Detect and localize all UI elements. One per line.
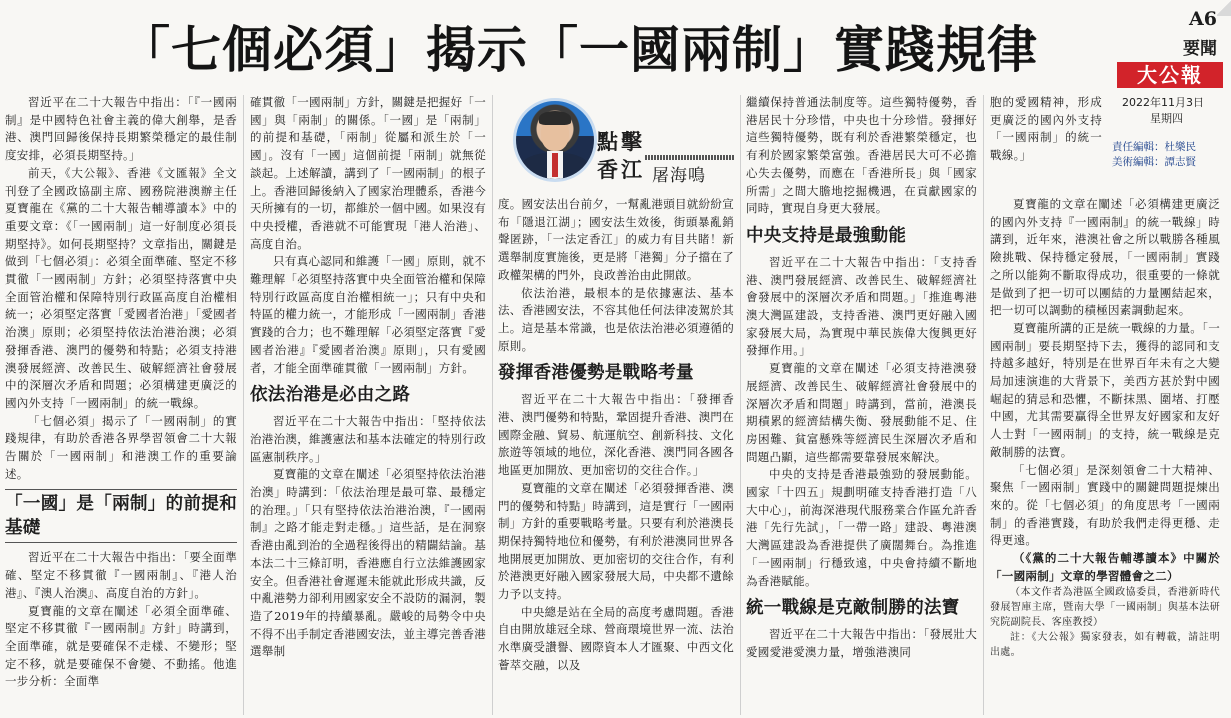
headline: 「七個必須」揭示「一國兩制」實踐規律 bbox=[120, 21, 1038, 79]
column-divider bbox=[983, 95, 984, 715]
paragraph: 習近平在二十大報告中指出：「支持香港、澳門發展經濟、改善民生、破解經濟社會發展中的深層次矛盾和問題。」「推進粵港澳大灣區建設，支持香港、澳門更好融入國家發展大局，為實現中華民族偉大復興更好發揮作用。」 bbox=[746, 254, 977, 358]
paragraph: 習近平在二十大報告中指出：「『一國兩制』是中國特色社會主義的偉大創舉，是香港、澳門回歸後保持長期繁榮穩定的最佳制度安排，必須長期堅持。」 bbox=[5, 95, 237, 163]
paragraph: 夏寶龍的文章在闡述「必須發揮香港、澳門的優勢和特點」時講到，這是實行「一國兩制」方針的重要戰略考量。只要有利於港澳長期保持獨特地位和優勢，有利於港澳同世界各地開展更加開放、更加密切的交往合作，有利於港澳更好融入國家發展大局，中央都不遺餘力予以支持。 bbox=[498, 480, 734, 602]
paragraph: 前天，《大公報》、香港《文匯報》全文刊登了全國政協副主席、國務院港澳辦主任夏寶龍在《黨的二十大報告輔導讀本》中的重要文章：《「一國兩制」這一好制度必須長期堅持》。如何長期堅持？文章指出，關鍵是做到「七個必須」：必須全面準確、堅定不移貫徹「一國兩制」方針；必須堅持落實中央全面管治權和保障特別行政區高度自治權相統一；必須堅定落實「愛國者治港」「愛國者治澳」原則；必須堅持依法治港治澳；必須發揮香港、澳門的優勢和特點；必須支持港澳發展經濟、改善民生、破解經濟社會發展中的深層次矛盾和問題；必須構建更廣泛的國內外支持「一國兩制」的統一戰線。 bbox=[5, 165, 237, 410]
publish-weekday: 星期四 bbox=[1150, 112, 1183, 125]
paragraph: 夏寶龍的文章在闡述「必須支持港澳發展經濟、改善民生、破解經濟社會發展中的深層次矛盾和問題」時講到，當前，港澳長期積累的經濟結構失衡、發展動能不足、住房困難、貧富懸殊等經濟民生深層次矛盾和問題凸顯，這些都需要靠發展來解決。 bbox=[746, 361, 977, 464]
column-kicker-line2: 香江 bbox=[597, 158, 645, 182]
newspaper-logo: 大公報 bbox=[1117, 62, 1223, 88]
column-kicker-line1: 點擊 bbox=[597, 130, 645, 154]
byline-box bbox=[505, 92, 737, 192]
author-bio: （本文作者為港區全國政協委員，香港新時代發展智庫主席，暨南大學「一國兩制」與基本法研究院副院長、客座教授） bbox=[990, 587, 1220, 629]
paragraph: 依法治港，最根本的是依據憲法、基本法、香港國安法，不容其他任何法律凌駕於其上。這是基本常識，也是依法治港必須遵循的原則。 bbox=[498, 285, 734, 353]
paragraph: 中央總是站在全局的高度考慮問題。香港自由開放雄冠全球、營商環境世界一流、法治水準廣受讚譽、國際資本人才匯聚、中西文化薈萃交融，以及 bbox=[498, 604, 734, 672]
subheading: 依法治港是必由之路 bbox=[250, 385, 411, 406]
paragraph: 度。國安法出台前夕，一幫亂港頭目就紛紛宣布「隱退江湖」；國安法生效後，街頭暴亂銷聲匿跡，「一法定香江」的威力有目共睹！新選舉制度實施後，更是將「港獨」分子擋在了政權架構的門外，良政善治由此開啟。 bbox=[498, 197, 734, 282]
column-divider bbox=[492, 95, 493, 715]
article-column-3 bbox=[498, 196, 734, 714]
series-note: （《黨的二十大報告輔導讀本》中關於「一國兩制」文章的學習體會之二） bbox=[990, 551, 1220, 583]
subheading: 發揮香港優勢是戰略考量 bbox=[498, 363, 694, 384]
article-column-5-top bbox=[990, 94, 1102, 196]
kicker-divider bbox=[645, 155, 735, 160]
paragraph: 夏寶龍的文章在闡述「必須堅持依法治港治澳」時講到：「依法治理是最可靠、最穩定的治理。」「只有堅持依法治港治澳，『一國兩制』之路才能走對走穩。」這些話，是在洞察香港由亂到治的全過程後得出的精闢結論。基本法二十三條訂明，香港應自行立法維護國家安全。但香港社會遲遲未能就此形成共識，反中亂港勢力卻利用國家安全不設防的漏洞，製造了2019年的持續暴亂。嚴峻的局勢令中央不得不出手制定香港國安法，並主導完善香港選舉制 bbox=[250, 467, 486, 659]
article-column-2 bbox=[250, 94, 486, 714]
paragraph: 夏寶龍的文章在闡述「必須構建更廣泛的國內外支持『一國兩制』的統一戰線」時講到，近年來，港澳社會之所以戰勝各種風險挑戰、保持穩定發展，「一國兩制」實踐之所以能夠不斷取得成功，很重要的一條就是做到了把一切可以團結的力量團結起來，把一切可以調動的積極因素調動起來。 bbox=[990, 197, 1220, 318]
paragraph: 繼續保持普通法制度等。這些獨特優勢，香港居民十分珍惜，中央也十分珍惜。發揮好這些獨特優勢，既有利於香港繁榮穩定，也有利於國家繁榮富強。香港居民大可不必擔心失去優勢，而應在「香港所長」與「國家所需」之間大膽地挖掘機遇，在貢獻國家的同時，實現自身更大發展。 bbox=[746, 95, 977, 216]
paragraph: 習近平在二十大報告中指出：「堅持依法治港治澳，維護憲法和基本法確定的特別行政區憲制秩序。」 bbox=[250, 414, 486, 464]
article-column-1 bbox=[5, 94, 237, 714]
subheading: 中央支持是最強動能 bbox=[746, 225, 907, 246]
page-fold-icon bbox=[1217, 0, 1231, 16]
art-editor-label: 美術編輯： bbox=[1112, 156, 1165, 168]
paragraph: 胞的愛國精神，形成更廣泛的國內外支持「一國兩制」的統一戰線。」 bbox=[990, 95, 1102, 163]
subheading: 統一戰線是克敵制勝的法寶 bbox=[746, 598, 960, 619]
paragraph: 中央的支持是香港最強勁的發展動能。國家「十四五」規劃明確支持香港打造「八大中心」，前海深港現代服務業合作區允許香港「先行先試」，「一帶一路」建設、粵港澳大灣區建設為香港提供了廣闊舞台。為推進「一國兩制」行穩致遠，中央會持續不斷地為香港賦能。 bbox=[746, 467, 977, 588]
author-photo bbox=[513, 98, 597, 182]
paragraph: 夏寶龍的文章在闡述「必須全面準確、堅定不移貫徹『一國兩制』方針」時講到，全面準確，就是要確保不走樣、不變形；堅定不移，就是要確保不會變、不動搖。他進一步分析：全面準 bbox=[5, 603, 237, 689]
paragraph: 確貫徹「一國兩制」方針，關鍵是把握好「一國」與「兩制」的關係。「一國」是「兩制」的前提和基礎，「兩制」從屬和派生於「一國」。沒有「一國」這個前提「兩制」就無從談起。上述解讀，講到了「一國兩制」的根子上。香港回歸後納入了國家治理體系，香港今天所擁有的一切，都維於一個中國。如果沒有中央授權，香港就不可能實現「港人治港」、高度自治。 bbox=[250, 95, 486, 251]
copyright-note: 註：《大公報》獨家發表，如有轉載，請註明出處。 bbox=[990, 632, 1220, 659]
paragraph: 只有真心認同和維護「一國」原則，就不難理解「必須堅持落實中央全面管治權和保障特別行政區高度自治權相統一」；只有中央和特區的權力統一，才能形成「一國兩制」香港實踐的合力；也不難理解「必須堅定落實『愛國者治港』『愛國者治澳』原則」，只有愛國者，才能全面準確貫徹「一國兩制」方針。 bbox=[250, 254, 486, 375]
column-divider bbox=[740, 95, 741, 715]
paragraph: 「七個必須」是深刻領會二十大精神、聚焦「一國兩制」實踐中的關鍵問題提煉出來的。從「七個必須」的角度思考「一國兩制」的香港實踐，有助於我們走得更穩、走得更遠。 bbox=[990, 462, 1220, 548]
author-name: 屠海鳴 bbox=[652, 166, 706, 186]
editor-credit bbox=[1112, 139, 1196, 154]
paragraph: 「七個必須」揭示了「一國兩制」的實踐規律，有助於香港各界學習領會二十大報告關於「一國兩制」和港澳工作的重要論述。 bbox=[5, 413, 237, 481]
paragraph: 習近平在二十大報告中指出：「發展壯大愛國愛港愛澳力量，增強港澳同 bbox=[746, 627, 977, 659]
masthead bbox=[1110, 0, 1231, 200]
subheading: 「一國」是「兩制」的前提和基礎 bbox=[5, 489, 237, 543]
column-divider bbox=[243, 95, 244, 715]
art-editor-name: 譚志賢 bbox=[1164, 156, 1196, 168]
editor-name: 杜樂民 bbox=[1164, 141, 1196, 153]
art-editor-credit bbox=[1112, 154, 1196, 169]
paragraph: 夏寶龍所講的正是統一戰線的力量。「一國兩制」要長期堅持下去，獲得的認同和支持越多越好，特別是在世界百年未有之大變局加速演進的大背景下，美西方甚於對中國崛起的猜忌和恐懼，不斷抹黑、圍堵、打壓中國，尤其需要贏得全世界友好國家和友好人士對「一國兩制」的支持，統一戰線是克敵制勝的法寶。 bbox=[990, 320, 1220, 459]
article-column-4 bbox=[746, 94, 977, 714]
article-column-5 bbox=[990, 196, 1220, 714]
publish-date: 2022年11月3日 bbox=[1122, 96, 1204, 109]
editor-label: 責任編輯： bbox=[1112, 141, 1165, 153]
paragraph: 習近平在二十大報告中指出：「要全面準確、堅定不移貫徹『一國兩制』、『港人治港』、『澳人治澳』、高度自治的方針」。 bbox=[5, 550, 237, 600]
paragraph: 習近平在二十大報告中指出：「發揮香港、澳門優勢和特點，鞏固提升香港、澳門在國際金融、貿易、航運航空、創新科技、文化旅遊等領域的地位，深化香港、澳門同各國各地區更加開放、更加密切的交往合作。」 bbox=[498, 392, 734, 478]
section-name: 要聞 bbox=[1183, 39, 1217, 59]
page-number: A6 bbox=[1189, 8, 1217, 30]
